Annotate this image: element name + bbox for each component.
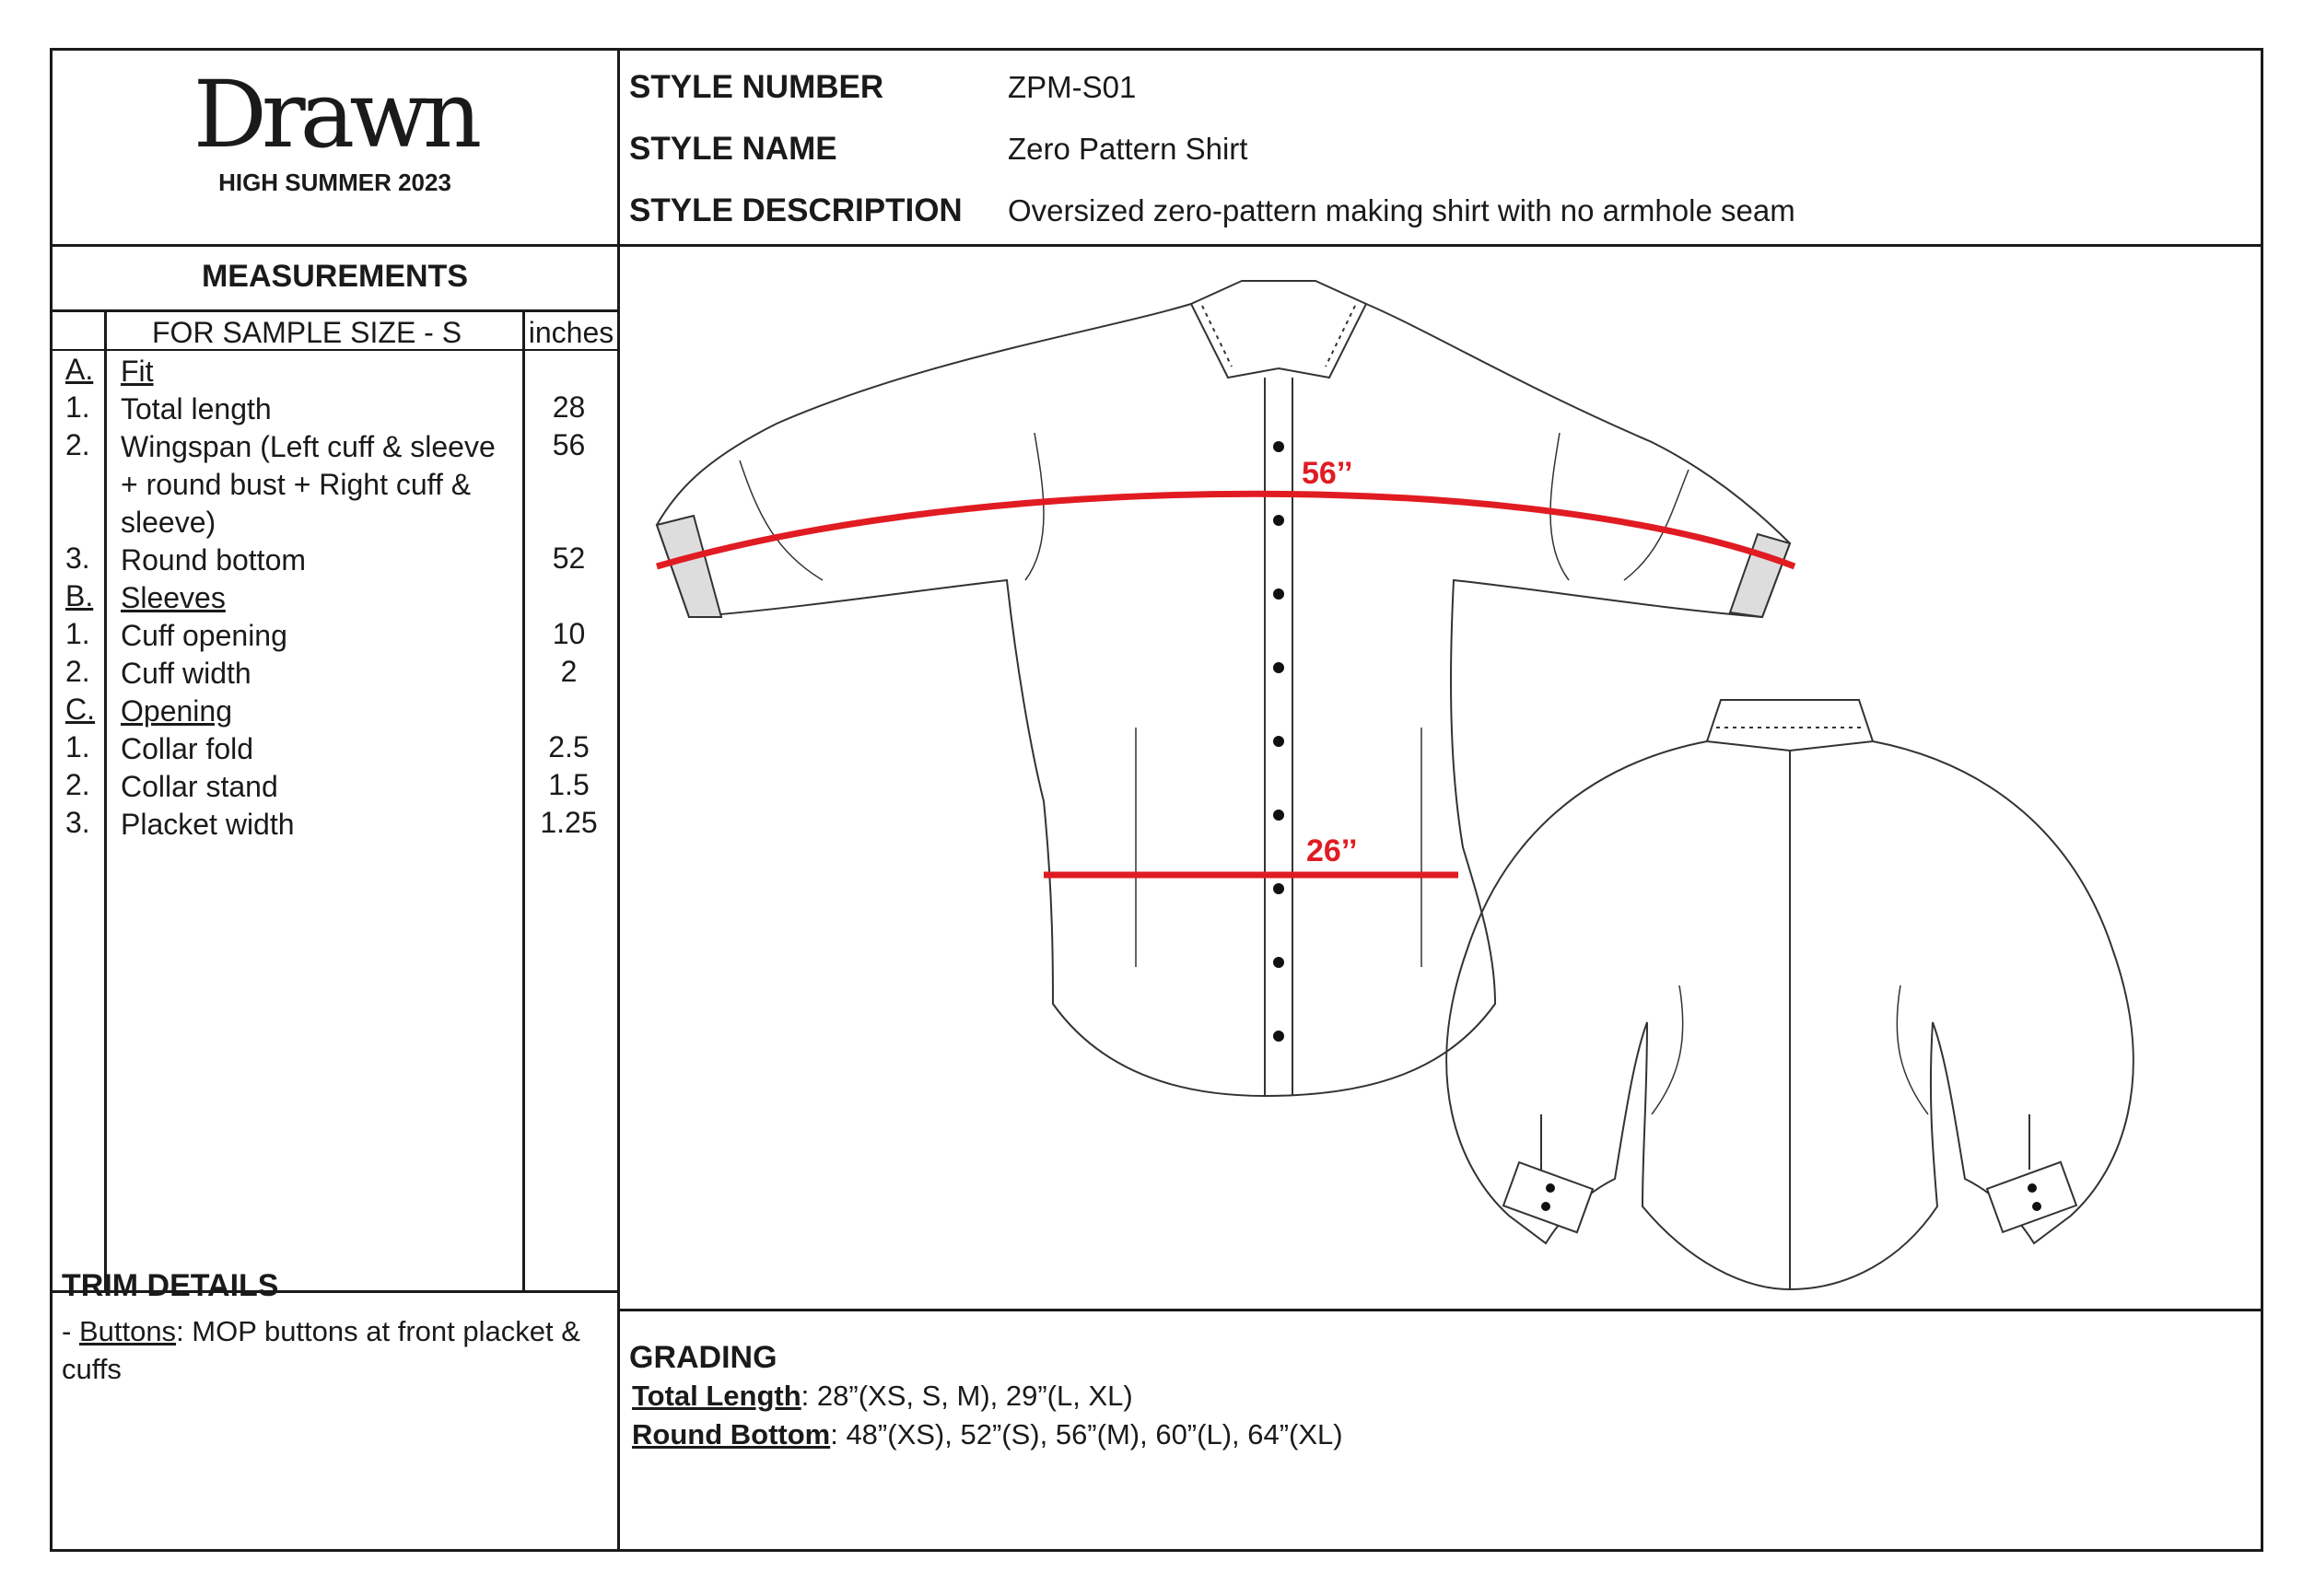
measurement-index: 2. bbox=[65, 428, 90, 461]
season-label: HIGH SUMMER 2023 bbox=[218, 169, 451, 196]
measurement-section-label: Sleeves bbox=[121, 581, 226, 614]
measurement-index: B. bbox=[65, 579, 94, 612]
measurements-title: MEASUREMENTS bbox=[201, 259, 469, 294]
front-shirt-sketch bbox=[657, 281, 1790, 1096]
style-description-value: Oversized zero-pattern making shirt with no armhole seam bbox=[1008, 193, 1795, 227]
measurement-label: Collar stand bbox=[121, 770, 278, 803]
unit-header: inches bbox=[528, 316, 614, 349]
measurement-value: 1.25 bbox=[540, 806, 598, 839]
total-length-text: : 28”(XS, S, M), 29”(L, XL) bbox=[801, 1380, 1133, 1412]
measurement-value: 56 bbox=[552, 428, 586, 461]
sample-size-header: FOR SAMPLE SIZE - S bbox=[152, 316, 462, 349]
measurement-label: Placket width bbox=[121, 808, 295, 841]
measurement-label: Cuff opening bbox=[121, 619, 287, 652]
shirt-flat-sketches bbox=[620, 249, 2263, 1308]
grading-title: GRADING bbox=[629, 1340, 777, 1375]
front-buttons bbox=[1273, 441, 1284, 1042]
measurement-section-label: Opening bbox=[121, 694, 232, 728]
trim-details-title: TRIM DETAILS bbox=[62, 1268, 279, 1303]
measurement-label: Collar fold bbox=[121, 732, 254, 765]
style-number-value: ZPM-S01 bbox=[1008, 70, 1137, 104]
back-cuff-buttons bbox=[1541, 1183, 2041, 1211]
total-length-label: Total Length bbox=[632, 1380, 801, 1412]
measurement-value: 2 bbox=[560, 655, 578, 688]
measurement-index: 3. bbox=[65, 542, 90, 575]
grading-divider bbox=[617, 1309, 2263, 1311]
measurement-index: 1. bbox=[65, 390, 90, 424]
tech-pack-sheet bbox=[50, 48, 2263, 1552]
measurement-index: 2. bbox=[65, 768, 90, 801]
back-shirt-sketch bbox=[1446, 700, 2133, 1289]
measurement-label: Wingspan (Left cuff & sleeve + round bust + Right cuff & sleeve) bbox=[121, 430, 496, 539]
measurement-index: 2. bbox=[65, 655, 90, 688]
measurement-index: 3. bbox=[65, 806, 90, 839]
style-name-label: STYLE NAME bbox=[629, 131, 837, 167]
measurements-title-divider bbox=[53, 309, 617, 312]
round-bottom-text: : 48”(XS), 52”(S), 56”(M), 60”(L), 64”(XL) bbox=[830, 1418, 1343, 1450]
style-description-label: STYLE DESCRIPTION bbox=[629, 192, 963, 228]
measurement-value: 52 bbox=[552, 542, 586, 575]
brand-logo: Drawn bbox=[193, 61, 477, 169]
measurement-value: 10 bbox=[552, 617, 586, 650]
bottom-measure-label: 26’’ bbox=[1306, 833, 1358, 868]
style-number-label: STYLE NUMBER bbox=[629, 69, 884, 105]
style-name-value: Zero Pattern Shirt bbox=[1008, 132, 1248, 166]
round-bottom-label: Round Bottom bbox=[632, 1418, 831, 1450]
measurement-label: Cuff width bbox=[121, 657, 251, 690]
header-divider bbox=[53, 244, 2263, 247]
trim-item-label: Buttons bbox=[78, 1315, 177, 1347]
measurement-section-label: Fit bbox=[121, 355, 154, 388]
wingspan-measure-label: 56’’ bbox=[1302, 456, 1353, 491]
measurement-index: 1. bbox=[65, 730, 90, 763]
grading-total-length bbox=[632, 1380, 1133, 1413]
wingspan-measure-line bbox=[657, 494, 1794, 566]
index-column-divider bbox=[104, 309, 107, 1292]
measurement-label: Total length bbox=[121, 392, 272, 425]
trim-item-text: : MOP buttons at front placket & cuffs bbox=[62, 1315, 580, 1385]
trim-details-text bbox=[62, 1312, 605, 1388]
grading-round-bottom bbox=[632, 1418, 1343, 1451]
measurement-index: 1. bbox=[65, 617, 90, 650]
measurement-index: A. bbox=[65, 353, 94, 386]
measurement-label: Round bottom bbox=[121, 543, 307, 577]
measurement-index: C. bbox=[65, 693, 95, 726]
measurement-value: 1.5 bbox=[548, 768, 590, 801]
trim-prefix: - bbox=[62, 1315, 79, 1347]
measurement-value: 2.5 bbox=[548, 730, 590, 763]
measurement-value: 28 bbox=[552, 390, 586, 424]
